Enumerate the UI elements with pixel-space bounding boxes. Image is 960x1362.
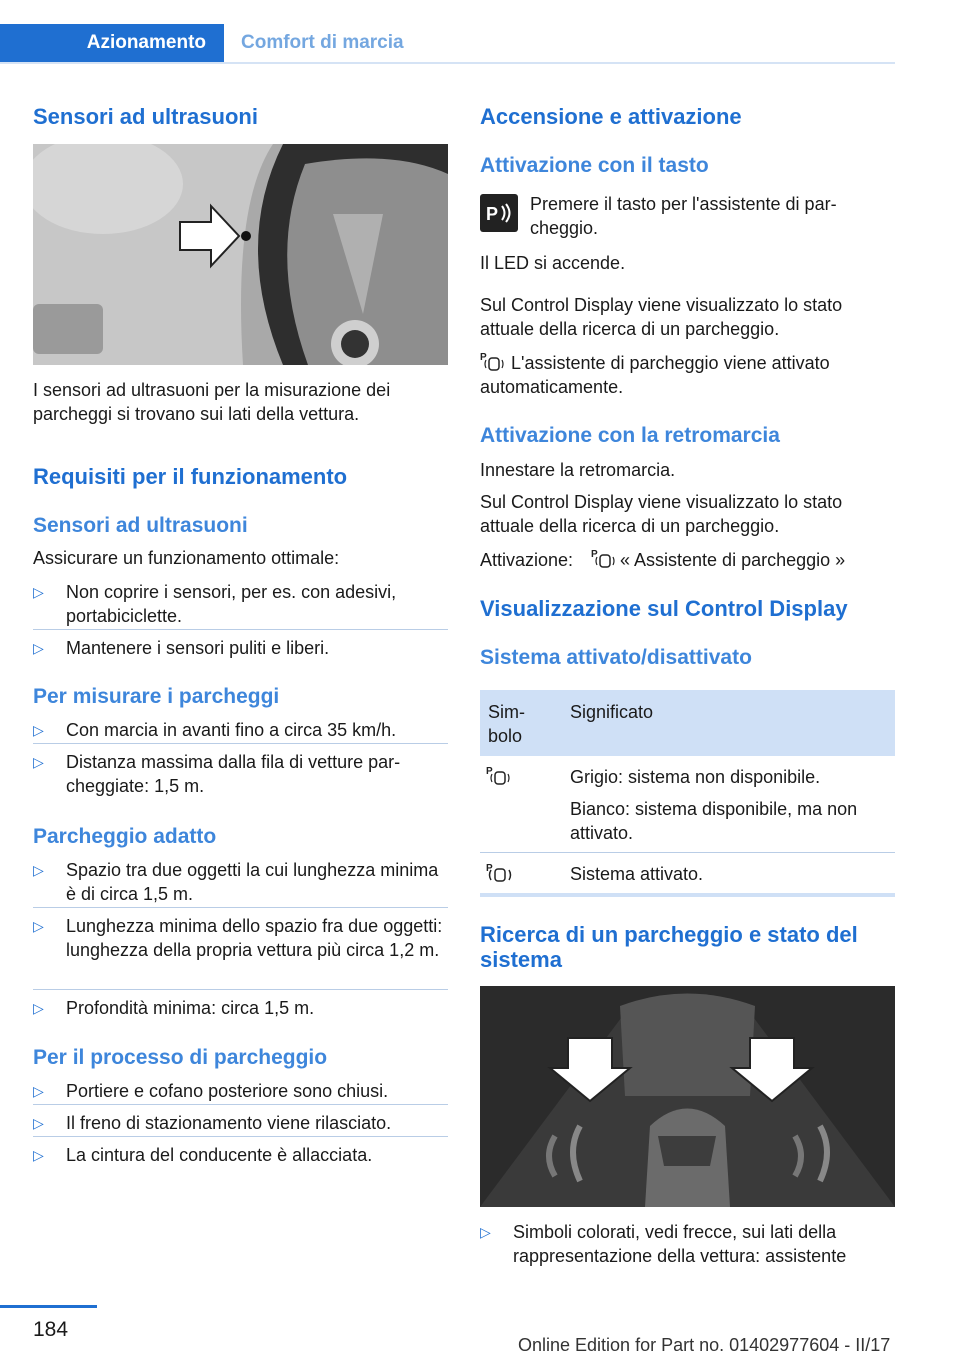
list-item: ▷ Il freno di stazionamento viene rilasciato. bbox=[33, 1113, 392, 1133]
svg-text:P: P bbox=[486, 204, 499, 224]
heading-retromarcia: Attivazione con la retromarcia bbox=[480, 424, 780, 447]
sensor-caption: I sensori ad ultrasuoni per la misurazione dei parcheggi si trovano sui lati della vettura. bbox=[33, 380, 391, 424]
svg-text:P: P bbox=[480, 352, 487, 363]
list-item: ▷ Distanza massima dalla fila di vetture parcheggiate: 1,5 m. bbox=[33, 752, 401, 796]
control-display-text-2: Sul Control Display viene visualizzato lo stato attuale della ricerca di un parcheggio. bbox=[480, 492, 843, 536]
triangle-bullet-icon: ▷ bbox=[480, 1224, 491, 1240]
auto-activation-text: L'assistente di parcheggio viene attivato automaticamente. bbox=[480, 353, 830, 397]
sensor-photo bbox=[33, 144, 448, 365]
attivazione-menu-path: « Assistente di parcheggio » bbox=[620, 550, 846, 570]
heading-ricerca: Ricerca di un parcheggio e stato del sistema bbox=[480, 922, 858, 972]
list-item: ▷ Portiere e cofano posteriore sono chiusi. bbox=[33, 1081, 389, 1101]
edition-footer: Online Edition for Part no. 01402977604 - II/17 bbox=[518, 1335, 891, 1355]
heading-visualizzazione: Visualizzazione sul Control Display bbox=[480, 596, 848, 621]
header-simbolo: Simbolo bbox=[488, 702, 525, 746]
park-assist-button-icon bbox=[480, 194, 518, 232]
tab-azionamento[interactable]: Azionamento bbox=[0, 24, 224, 62]
list-item: ▷ Con marcia in avanti fino a circa 35 km/h. bbox=[33, 720, 397, 740]
list-item: ▷ Non coprire i sensori, per es. con adesivi, portabiciclette. bbox=[33, 582, 397, 626]
parking-assistant-menu-icon bbox=[591, 547, 617, 569]
parking-assistant-gray-icon bbox=[486, 764, 512, 786]
triangle-bullet-icon: ▷ bbox=[33, 754, 44, 770]
separator bbox=[33, 1104, 448, 1105]
heading-sistema: Sistema attivato/disattivato bbox=[480, 646, 752, 669]
page-number-bar bbox=[0, 1305, 97, 1308]
led-text: Il LED si accende. bbox=[480, 253, 626, 273]
row1-grigio: Grigio: sistema non disponibile. bbox=[570, 767, 821, 787]
triangle-bullet-icon: ▷ bbox=[33, 862, 44, 878]
triangle-bullet-icon: ▷ bbox=[33, 1000, 44, 1016]
list-item: ▷ Profondità minima: circa 1,5 m. bbox=[33, 998, 315, 1018]
separator bbox=[33, 743, 448, 744]
control-display-text-1: Sul Control Display viene visualizzato lo stato attuale della ricerca di un parcheggio. bbox=[480, 295, 843, 339]
assicurare-text: Assicurare un funzionamento ottimale: bbox=[33, 548, 340, 568]
triangle-bullet-icon: ▷ bbox=[33, 722, 44, 738]
control-display-image bbox=[480, 986, 895, 1207]
heading-processo: Per il processo di parcheggio bbox=[33, 1046, 328, 1069]
triangle-bullet-icon: ▷ bbox=[33, 1147, 44, 1163]
list-item: ▷ Lunghezza minima dello spazio fra due oggetti: lunghezza della propria vettura più circa 1,2 m. bbox=[33, 916, 443, 960]
innestare-text: Innestare la retromarcia. bbox=[480, 460, 676, 480]
heading-sensori-ultrasuoni-2: Sensori ad ultrasuoni bbox=[33, 514, 248, 537]
heading-tasto: Attivazione con il tasto bbox=[480, 154, 709, 177]
list-item: ▷ Mantenere i sensori puliti e liberi. bbox=[33, 638, 330, 658]
separator bbox=[33, 989, 448, 990]
separator bbox=[33, 1136, 448, 1137]
triangle-bullet-icon: ▷ bbox=[33, 918, 44, 934]
heading-accensione: Accensione e attivazione bbox=[480, 104, 742, 129]
separator bbox=[33, 907, 448, 908]
table-row bbox=[480, 756, 895, 853]
premere-text: Premere il tasto per l'assistente di parcheggio. bbox=[530, 194, 837, 238]
heading-adatto: Parcheggio adatto bbox=[33, 825, 217, 848]
table-row bbox=[480, 853, 895, 897]
triangle-bullet-icon: ▷ bbox=[33, 640, 44, 656]
svg-text:P: P bbox=[486, 863, 493, 874]
symbol-table bbox=[480, 690, 895, 897]
triangle-bullet-icon: ▷ bbox=[33, 584, 44, 600]
list-item: ▷ Spazio tra due oggetti la cui lunghezza minima è di circa 1,5 m. bbox=[33, 860, 439, 904]
tab-comfort-di-marcia[interactable]: Comfort di marcia bbox=[241, 32, 404, 53]
row1-bianco: Bianco: sistema disponibile, ma non attivato. bbox=[570, 799, 858, 843]
triangle-bullet-icon: ▷ bbox=[33, 1115, 44, 1131]
parking-assistant-active-icon bbox=[486, 861, 512, 883]
page-number: 184 bbox=[33, 1318, 69, 1341]
triangle-bullet-icon: ▷ bbox=[33, 1083, 44, 1099]
attivazione-label: Attivazione: bbox=[480, 550, 574, 570]
heading-requisiti: Requisiti per il funzionamento bbox=[33, 464, 348, 489]
svg-text:P: P bbox=[486, 766, 493, 777]
heading-misurare: Per misurare i parcheggi bbox=[33, 685, 280, 708]
row2-attivato: Sistema attivato. bbox=[570, 864, 704, 884]
svg-text:P: P bbox=[591, 549, 598, 560]
header-significato: Significato bbox=[570, 702, 654, 722]
separator bbox=[33, 629, 448, 630]
table-header bbox=[480, 690, 895, 756]
list-item: ▷ La cintura del conducente è allacciata. bbox=[33, 1145, 373, 1165]
chapter-tabs bbox=[0, 24, 895, 64]
list-item: ▷ Simboli colorati, vedi frecce, sui lati della rappresentazione della vettura: assistente bbox=[480, 1222, 847, 1266]
heading-sensori-ultrasuoni: Sensori ad ultrasuoni bbox=[33, 104, 258, 129]
